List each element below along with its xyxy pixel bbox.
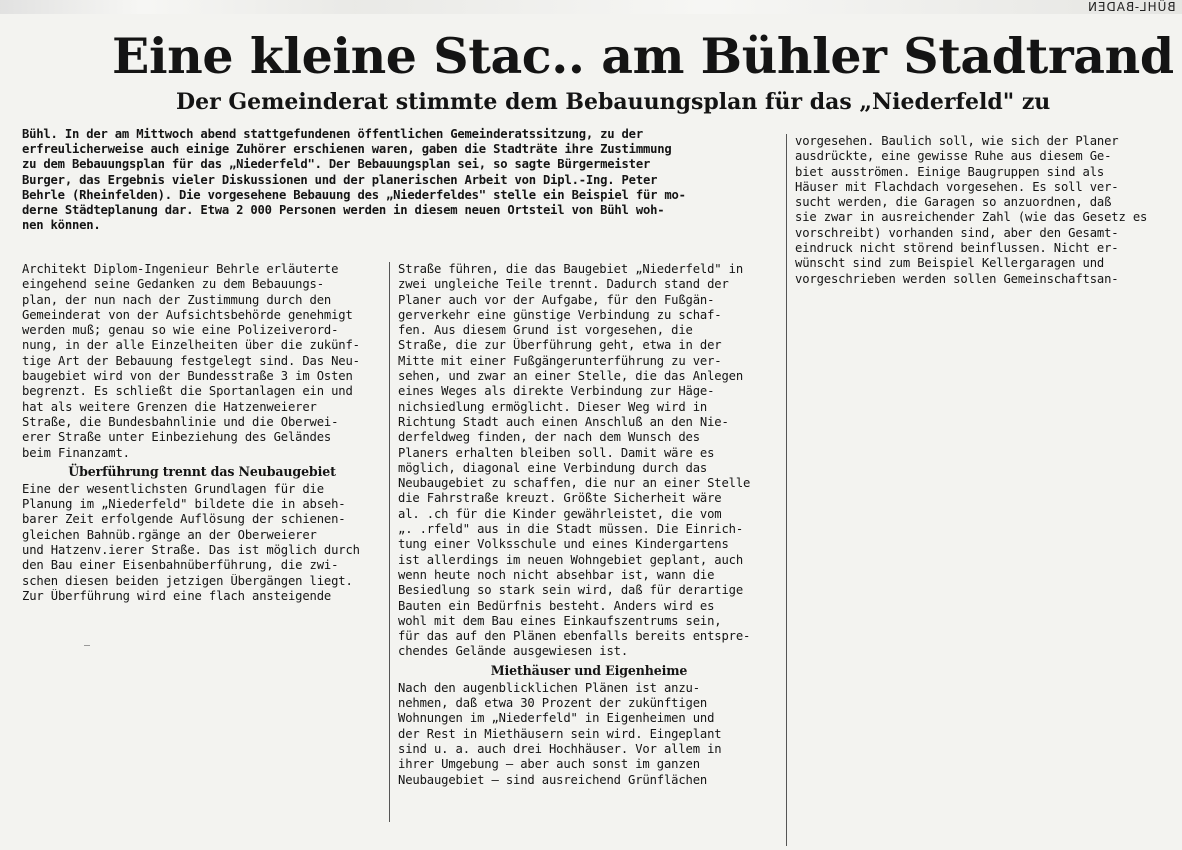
lead-line: erfreulicherweise auch einige Zuhörer erschienen waren, gaben die Stadträte ihre Zustimmung <box>22 142 672 157</box>
text-line: Straße, die zur Überführung geht, etwa in der <box>398 338 722 353</box>
print-mark <box>84 645 90 646</box>
text-line: ausdrückte, eine gewisse Ruhe aus diesem Ge- <box>795 149 1112 164</box>
scan-edge <box>0 0 1182 14</box>
text-line: sie zwar in ausreichender Zahl (wie das Gesetz es <box>795 210 1148 225</box>
text-line: Besiedlung so stark sein wird, daß für derartige <box>398 583 743 598</box>
text-line: für das auf den Plänen ebenfalls bereits entspre- <box>398 629 751 644</box>
text-line: gleichen Bahnüb.rgänge an der Oberweierer <box>22 527 317 542</box>
text-line: begrenzt. Es schließt die Sportanlagen ein und <box>22 384 353 399</box>
text-line: derfeldweg finden, der nach dem Wunsch des <box>398 430 700 445</box>
text-line: Mitte mit einer Fußgängerunterführung zu ver- <box>398 353 722 368</box>
text-line: nichsiedlung ermöglicht. Dieser Weg wird in <box>398 399 708 414</box>
text-line: ist allerdings im neuen Wohngebiet geplant, auch <box>398 552 743 567</box>
text-line: gerverkehr eine günstige Verbindung zu schaf- <box>398 307 722 322</box>
text-line: Wohnungen im „Niederfeld" in Eigenheimen und <box>398 711 715 726</box>
text-line: hat als weitere Grenzen die Hatzenweierer <box>22 399 317 414</box>
article-column-1 <box>22 262 382 604</box>
text-line: wohl mit dem Bau eines Einkaufszentrums sein, <box>398 613 722 628</box>
article-headline: Eine kleine Stac.. am Bühler Stadtrand <box>112 27 1174 85</box>
text-line: Nach den augenblicklichen Plänen ist anzu- <box>398 680 700 695</box>
text-line: sucht werden, die Garagen so anzuordnen, daß <box>795 195 1112 210</box>
text-line: Bauten ein Bedürfnis besteht. Anders wird es <box>398 598 715 613</box>
text-line: Planung im „Niederfeld" bildete die in abseh- <box>22 497 346 512</box>
text-line: erer Straße unter Einbeziehung des Geländes <box>22 430 332 445</box>
text-line: vorgeschrieben werden sollen Gemeinschaftsan- <box>795 271 1119 286</box>
text-line: Neubaugebiet zu schaffen, die nur an einer Stelle <box>398 476 751 491</box>
text-line: die Fahrstraße kreuzt. Größte Sicherheit wäre <box>398 491 722 506</box>
text-line: wünscht sind zum Beispiel Kellergaragen und <box>795 256 1105 271</box>
text-line: al. .ch für die Kinder gewährleistet, die vom <box>398 506 722 521</box>
lead-line: Behrle (Rheinfelden). Die vorgesehene Bebauung des „Niederfeldes" stelle ein Beispiel für mo- <box>22 187 686 202</box>
text-line: den Bau einer Eisenbahnüberführung, die zwi- <box>22 558 339 573</box>
lead-line: nen können. <box>22 218 101 233</box>
section-heading-ueberfuehrung: Überführung trennt das Neubaugebiet <box>68 463 336 479</box>
text-line: sehen, und zwar an einer Stelle, die das Anlegen <box>398 369 743 384</box>
lead-line: Burger, das Ergebnis vieler Diskussionen und der planerischen Arbeit von Dipl.-Ing. Peter <box>22 172 658 187</box>
lead-line: Bühl. In der am Mittwoch abend stattgefundenen öffentlichen Gemeinderatssitzung, zu der <box>22 127 643 141</box>
text-line: wenn heute noch nicht absehbar ist, wann die <box>398 567 715 582</box>
lead-line: zu dem Bebauungsplan für das „Niederfeld". Der Bebauungsplan sei, so sagte Bürgermeister <box>22 157 651 172</box>
mirrored-stamp: BÜHL-BADEN <box>1087 0 1176 14</box>
text-line: vorschreibt) vorhanden sind, aber den Gesamt- <box>795 225 1119 240</box>
text-line: Architekt Diplom-Ingenieur Behrle erläuterte <box>22 262 339 276</box>
text-line: Häuser mit Flachdach vorgesehen. Es soll ver- <box>795 179 1119 194</box>
lead-line: derne Städteplanung dar. Etwa 2 000 Personen werden in diesem neuen Ortsteil von Bühl woh- <box>22 203 665 218</box>
text-line: nehmen, daß etwa 30 Prozent der zukünftigen <box>398 696 708 711</box>
text-line: beim Finanzamt. <box>22 445 130 460</box>
column-divider-1 <box>389 262 390 822</box>
text-line: eines Weges als direkte Verbindung zur Häge- <box>398 384 715 399</box>
text-line: werden muß; genau so wie eine Polizeiverord- <box>22 323 339 338</box>
article-column-2 <box>398 262 780 788</box>
article-subheadline: Der Gemeinderat stimmte dem Bebauungsplan für das „Niederfeld" zu <box>176 89 1051 115</box>
text-line: Planers erhalten bleiben soll. Damit wäre es <box>398 445 715 460</box>
text-line: baugebiet wird von der Bundesstraße 3 im Osten <box>22 369 353 384</box>
text-line: fen. Aus diesem Grund ist vorgesehen, die <box>398 323 693 338</box>
text-line: Gemeinderat von der Aufsichtsbehörde genehmigt <box>22 307 353 322</box>
text-line: eingehend seine Gedanken zu dem Bebauungs- <box>22 277 324 292</box>
lead-paragraph <box>22 127 782 233</box>
text-line: nung, in der alle Einzelheiten über die zukünf- <box>22 338 360 353</box>
text-line: Straße, die Bundesbahnlinie und die Oberwei- <box>22 414 339 429</box>
text-line: Eine der wesentlichsten Grundlagen für die <box>22 481 324 496</box>
text-line: möglich, diagonal eine Verbindung durch das <box>398 460 708 475</box>
text-line: eindruck nicht störend beinflussen. Nicht er- <box>795 241 1119 256</box>
text-line: biet ausströmen. Einige Baugruppen sind als <box>795 164 1105 179</box>
text-line: schen diesen beiden jetzigen Übergängen liegt. <box>22 573 353 588</box>
text-line: sind u. a. auch drei Hochhäuser. Vor allem in <box>398 741 722 756</box>
text-line: der Rest in Miethäusern sein wird. Eingeplant <box>398 726 722 741</box>
text-line: Straße führen, die das Baugebiet „Niederfeld" in <box>398 262 743 276</box>
text-line: Neubaugebiet — sind ausreichend Grünflächen <box>398 772 708 787</box>
text-line: chendes Gelände ausgewiesen ist. <box>398 644 628 659</box>
section-heading-miethaeuser: Miethäuser und Eigenheime <box>490 662 688 678</box>
text-line: tige Art der Bebauung festgelegt sind. Das Neu- <box>22 353 360 368</box>
text-line: und Hatzenv.ierer Straße. Das ist möglich durch <box>22 543 360 558</box>
text-line: Planer auch vor der Aufgabe, für den Fußgän- <box>398 292 715 307</box>
text-line: barer Zeit erfolgende Auflösung der schienen- <box>22 512 346 527</box>
text-line: vorgesehen. Baulich soll, wie sich der Planer <box>795 134 1119 148</box>
text-line: tung einer Volksschule und eines Kindergartens <box>398 537 729 552</box>
text-line: ihrer Umgebung — aber auch sonst im ganzen <box>398 757 700 772</box>
text-line: Richtung Stadt auch einen Anschluß an den Nie- <box>398 414 729 429</box>
column-divider-2 <box>786 134 787 846</box>
text-line: zwei ungleiche Teile trennt. Dadurch stand der <box>398 277 729 292</box>
text-line: plan, der nun nach der Zustimmung durch den <box>22 292 332 307</box>
text-line: Zur Überführung wird eine flach ansteigende <box>22 588 332 603</box>
article-column-3 <box>795 134 1175 287</box>
text-line: „. .rfeld" aus in die Stadt müssen. Die Einrich- <box>398 522 743 537</box>
